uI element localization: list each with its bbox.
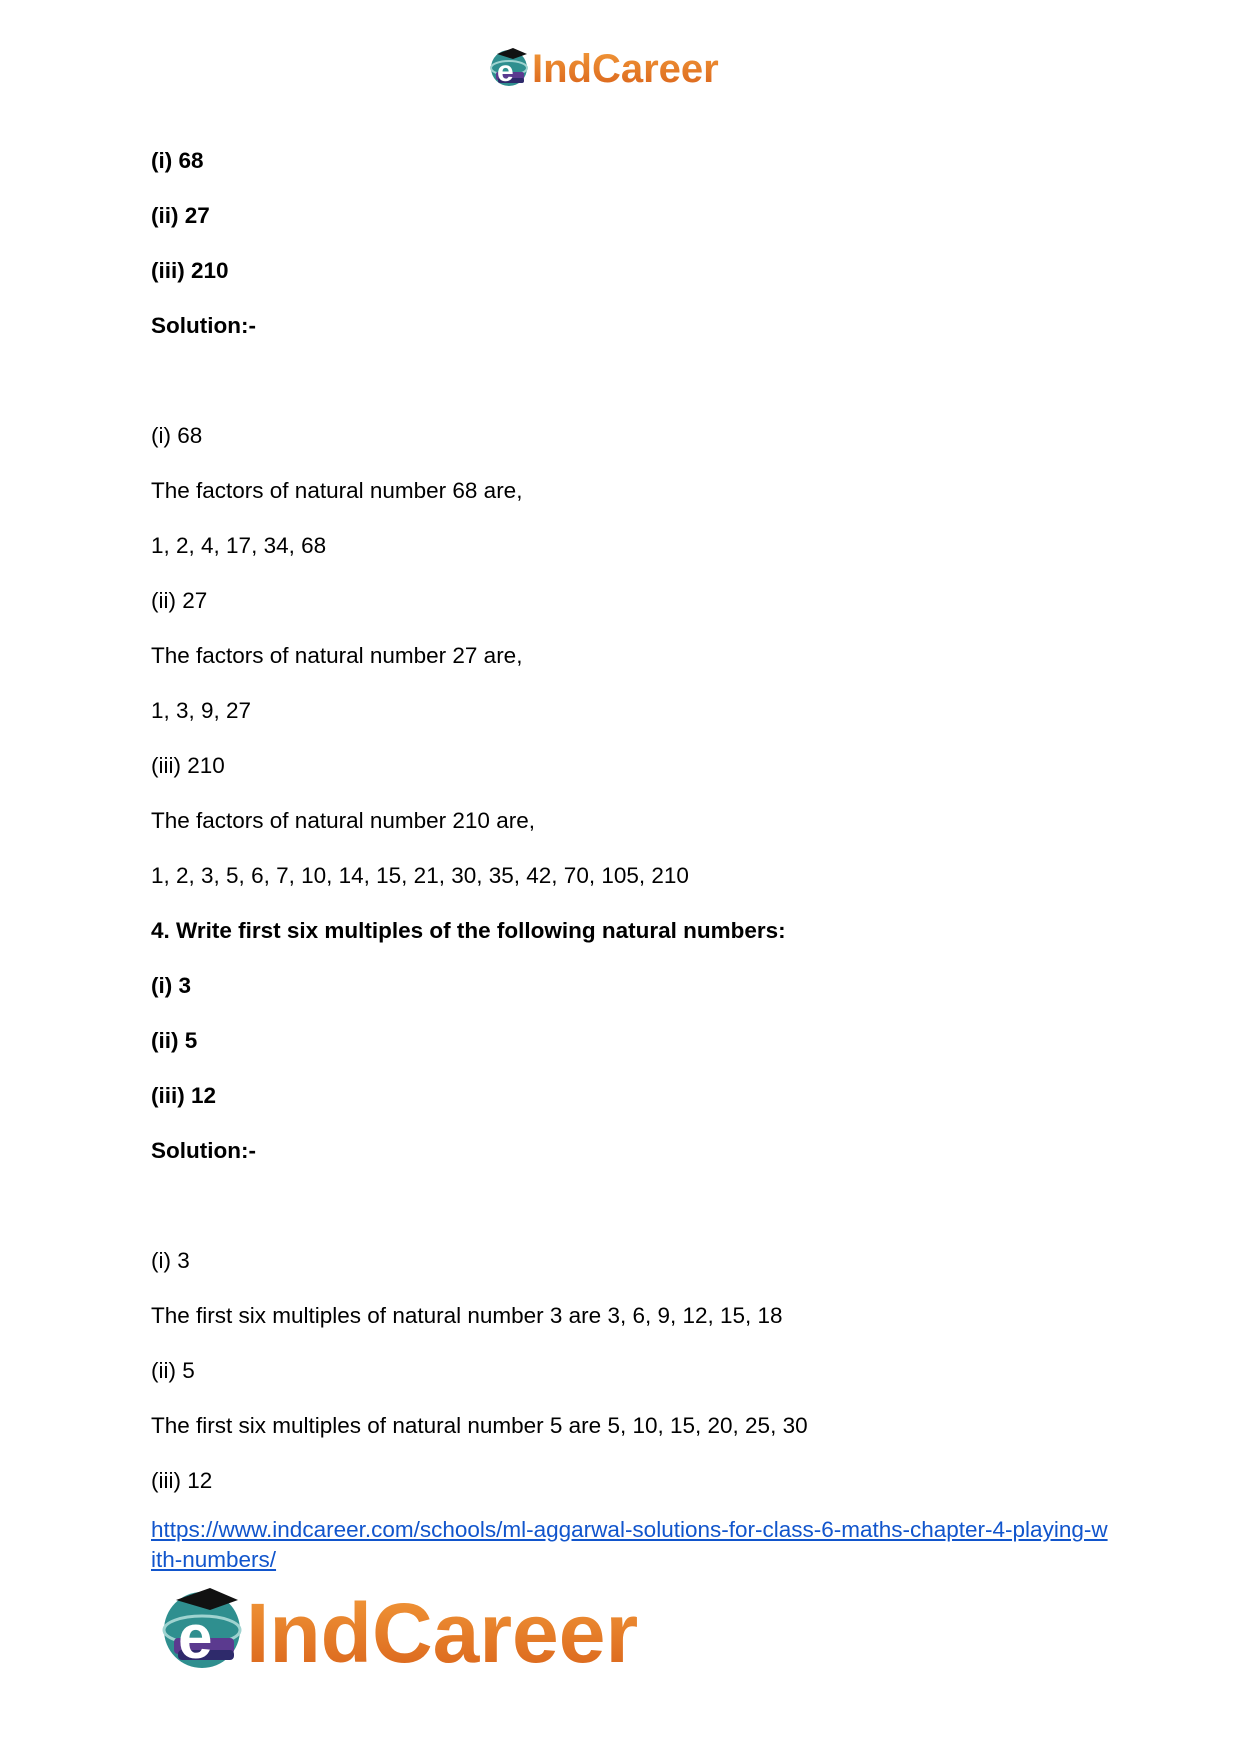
svg-text:IndCareer: IndCareer [532,47,719,91]
question-line: (ii) 5 [151,1028,198,1053]
solution-line: 1, 3, 9, 27 [151,698,252,723]
svg-text:e: e [497,55,514,88]
solution-line: The first six multiples of natural number 3 are 3, 6, 9, 12, 15, 18 [151,1303,783,1328]
svg-text:e: e [178,1603,213,1672]
solution-line: The factors of natural number 68 are, [151,478,523,503]
question-line: Solution:- [151,313,256,338]
solution-line: (i) 3 [151,1248,190,1273]
svg-text:IndCareer: IndCareer [246,1586,639,1678]
question-line: (i) 3 [151,973,192,998]
solution-line: (ii) 27 [151,588,208,613]
solution-line: The factors of natural number 27 are, [151,643,523,668]
question-line: (i) 68 [151,148,204,173]
question-line: Solution:- [151,1138,256,1163]
solution-line: The factors of natural number 210 are, [151,808,535,833]
solution-line: 1, 2, 4, 17, 34, 68 [151,533,327,558]
footer-logo [160,1578,705,1678]
question-line: (iii) 12 [151,1083,217,1108]
question-line: (ii) 27 [151,203,210,228]
solution-line: 1, 2, 3, 5, 6, 7, 10, 14, 15, 21, 30, 35, 42, 70, 105, 210 [151,863,689,888]
solution-line: (iii) 210 [151,753,225,778]
question-line: (iii) 210 [151,258,229,283]
question-line: 4. Write first six multiples of the following natural numbers: [151,918,786,943]
header-logo [488,42,758,92]
solution-line: (ii) 5 [151,1358,195,1383]
source-link[interactable]: https://www.indcareer.com/schools/ml-aggarwal-solutions-for-class-6-maths-chapter-4-playing-with-numbers/ [151,1517,1108,1572]
solution-line: The first six multiples of natural number 5 are 5, 10, 15, 20, 25, 30 [151,1413,808,1438]
solution-line: (i) 68 [151,423,203,448]
solution-line: (iii) 12 [151,1468,213,1493]
